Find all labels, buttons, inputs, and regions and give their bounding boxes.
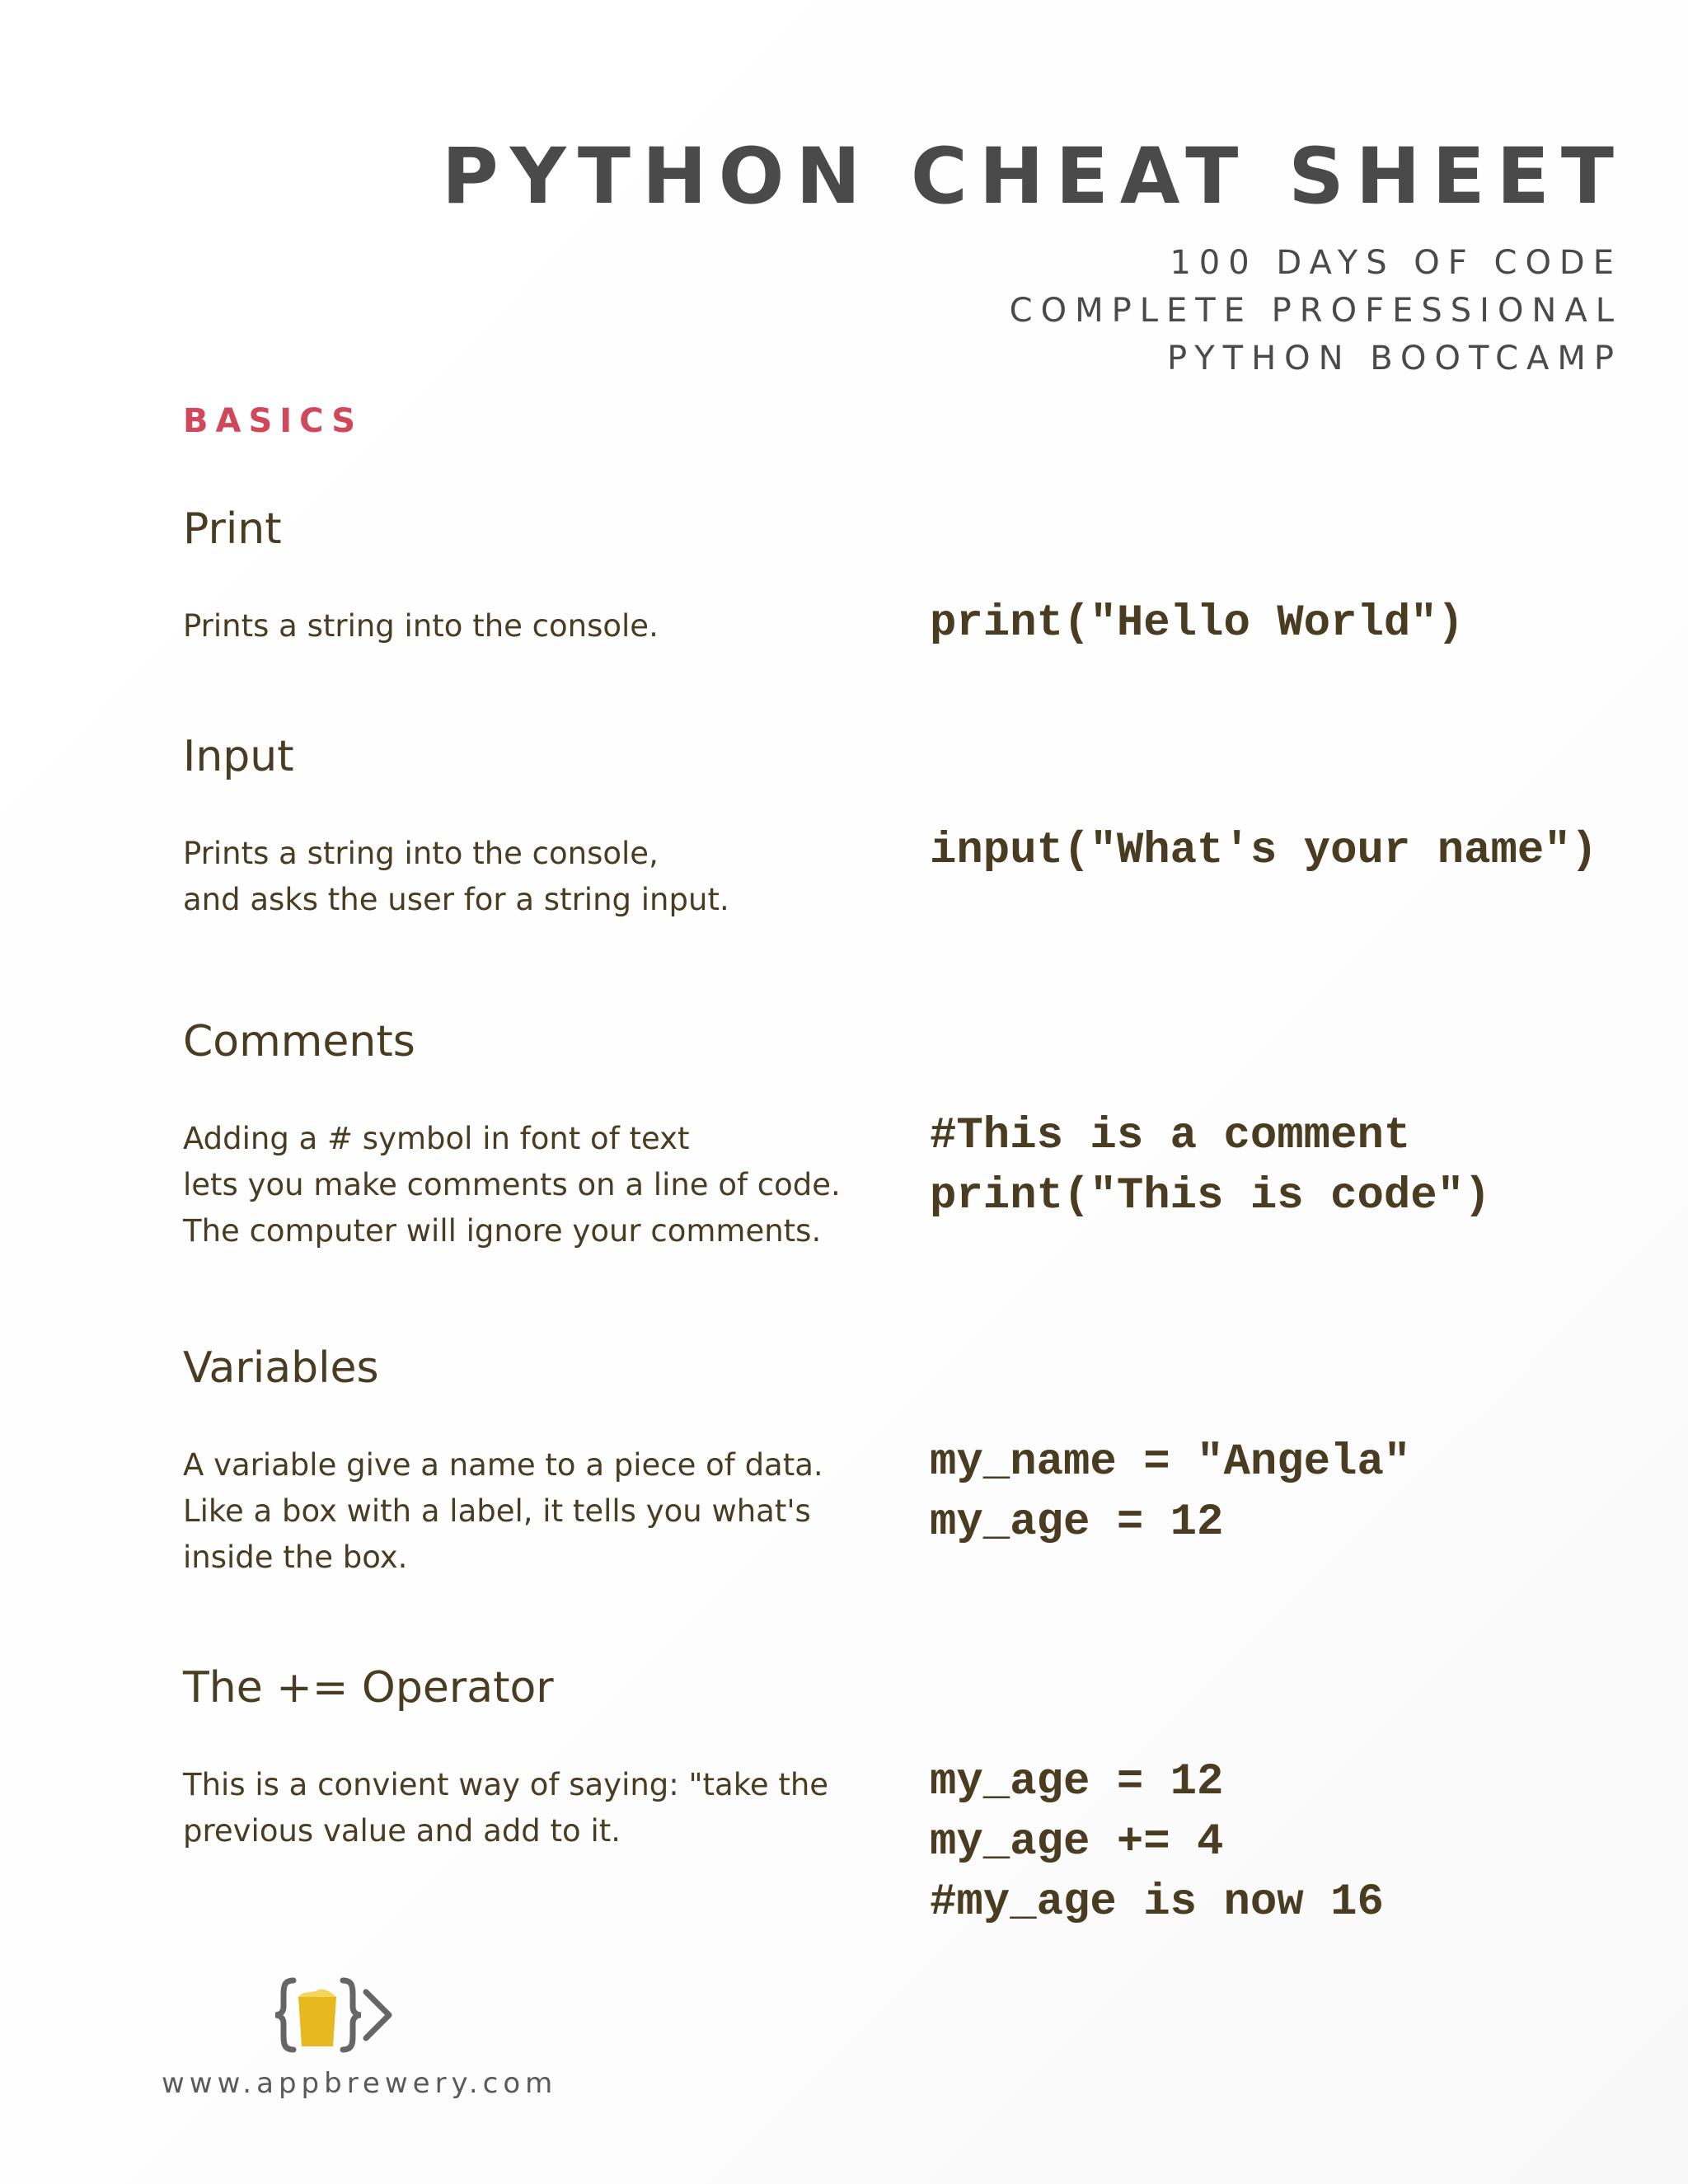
topic-title-variables: Variables: [183, 1343, 379, 1393]
description-line: Prints a string into the console.: [183, 608, 659, 644]
topic-description-variables: [183, 1442, 859, 1581]
page-title: PYTHON CHEAT SHEET: [441, 132, 1625, 222]
code-example-print: [930, 593, 1464, 654]
code-line: input("What's your name"): [930, 826, 1598, 876]
code-line: #my_age is now 16: [930, 1877, 1384, 1928]
code-line: print("This is code"): [930, 1171, 1491, 1221]
description-line: Like a box with a label, it tells you what's: [183, 1493, 811, 1529]
description-line: Adding a # symbol in font of text: [183, 1121, 690, 1156]
topic-title-print: Print: [183, 504, 282, 554]
code-example-variables: [930, 1432, 1410, 1553]
code-line: my_name = "Angela": [930, 1437, 1411, 1488]
code-line: my_age += 4: [930, 1817, 1224, 1868]
topic-title-comments: Comments: [183, 1017, 415, 1066]
code-line: #This is a comment: [930, 1111, 1411, 1161]
code-example-comments: [930, 1106, 1491, 1226]
description-line: previous value and add to it.: [183, 1813, 621, 1849]
description-line: lets you make comments on a line of code.: [183, 1167, 841, 1202]
code-example-plus-equals-operator: [930, 1752, 1384, 1933]
description-line: This is a convient way of saying: "take the: [183, 1767, 829, 1802]
subtitle-line: 100 DAYS OF CODE: [1170, 244, 1622, 282]
topic-description-plus-equals-operator: [183, 1762, 859, 1854]
section-label: BASICS: [183, 402, 363, 440]
topic-description-print: [183, 603, 859, 649]
header: [441, 132, 1625, 382]
subtitle-line: PYTHON BOOTCAMP: [1166, 340, 1622, 377]
topic-title-input: Input: [183, 732, 294, 781]
topic-title-plus-equals-operator: The += Operator: [183, 1663, 554, 1713]
description-line: The computer will ignore your comments.: [183, 1213, 822, 1249]
code-line: my_age = 12: [930, 1497, 1224, 1548]
topic-description-comments: [183, 1116, 859, 1254]
description-line: Prints a string into the console,: [183, 836, 659, 871]
app-brewery-logo-icon: [272, 1974, 396, 2056]
description-line: A variable give a name to a piece of data.: [183, 1447, 823, 1483]
description-line: inside the box.: [183, 1540, 408, 1575]
code-example-input: [930, 821, 1597, 881]
description-line: and asks the user for a string input.: [183, 882, 729, 917]
code-line: my_age = 12: [930, 1757, 1224, 1807]
subtitle-line: COMPLETE PROFESSIONAL: [1009, 292, 1622, 330]
footer-url: www.appbrewery.com: [162, 2067, 558, 2100]
code-line: print("Hello World"): [930, 598, 1465, 649]
topic-description-input: [183, 831, 859, 923]
subtitle-block: [442, 239, 1622, 382]
